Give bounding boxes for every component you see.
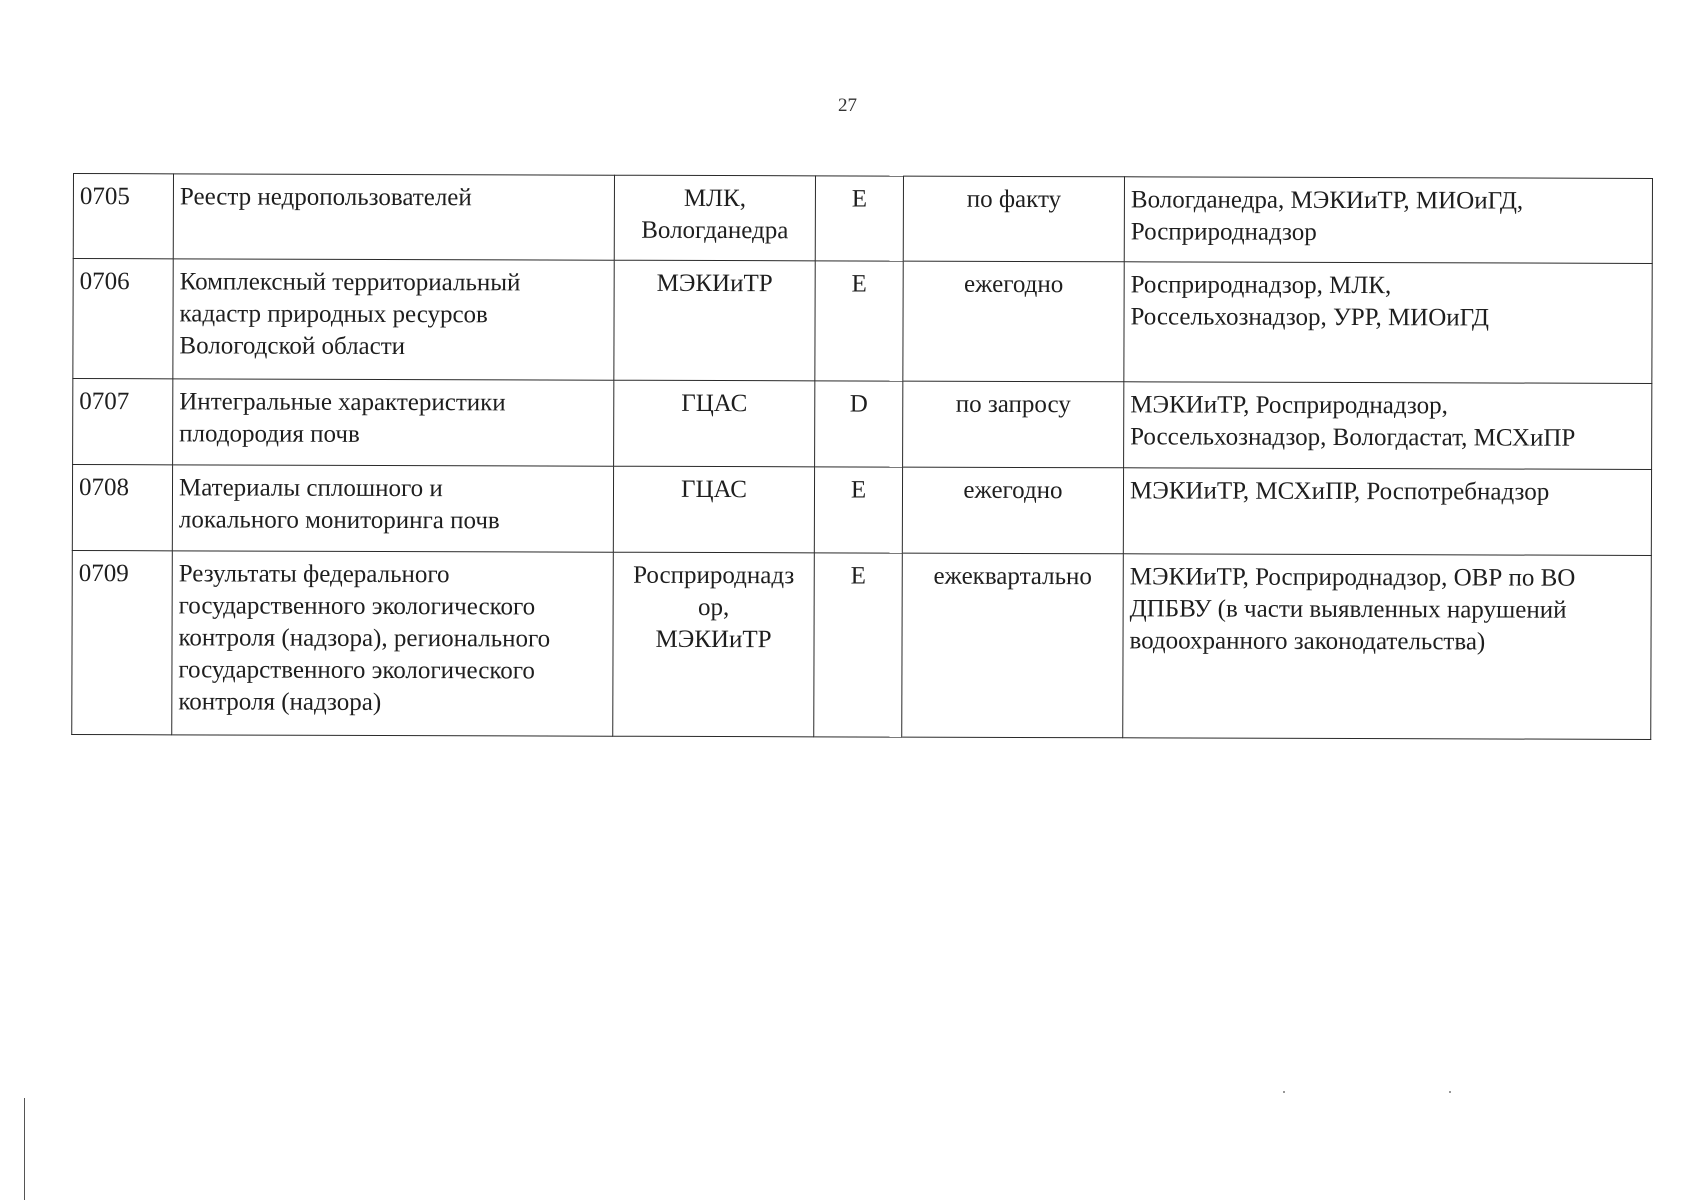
cell-source: МЛК, Вологданедра <box>614 175 815 261</box>
cell-source: МЭКИиТР <box>614 260 815 381</box>
cell-code: 0706 <box>73 259 173 379</box>
table-row <box>73 174 1652 264</box>
cell-source: Росприроднадз ор, МЭКИиТР <box>613 552 815 737</box>
cell-periodicity: ежегодно <box>902 467 1123 554</box>
cell-name: Комплексный территориальный кадастр природных ресурсов Вологодской области <box>173 259 614 380</box>
cell-class: E <box>814 467 902 553</box>
cell-source: ГЦАС <box>613 466 814 553</box>
table-row <box>73 379 1652 470</box>
page-number: 27 <box>838 95 857 116</box>
scan-margin-line <box>24 1098 25 1200</box>
cell-code: 0709 <box>72 550 173 734</box>
scan-speck <box>1283 1091 1285 1093</box>
scan-speck <box>1449 1091 1451 1093</box>
cell-source: ГЦАС <box>614 380 815 467</box>
cell-class: E <box>815 261 903 381</box>
cell-name: Материалы сплошного и локального мониторинга почв <box>172 465 613 552</box>
cell-recipients: МЭКИиТР, Росприроднадзор, Россельхознадзор, Вологдастат, МСХиПР <box>1124 382 1652 470</box>
cell-periodicity: ежеквартально <box>902 553 1124 738</box>
table-row <box>72 465 1651 556</box>
cell-periodicity: по факту <box>903 176 1124 262</box>
cell-recipients: Росприроднадзор, МЛК, Россельхознадзор, УРР, МИОиГД <box>1124 262 1652 384</box>
cell-name: Интегральные характеристики плодородия почв <box>173 379 614 466</box>
cell-periodicity: ежегодно <box>903 261 1124 382</box>
table-row <box>72 550 1652 739</box>
cell-class: D <box>815 381 903 467</box>
cell-recipients: МЭКИиТР, Росприроднадзор, ОВР по ВО ДПБВУ (в части выявленных нарушений водоохранного законодательства) <box>1123 554 1652 740</box>
cell-class: E <box>815 176 903 261</box>
cell-recipients: Вологданедра, МЭКИиТР, МИОиГД, Росприроднадзор <box>1124 177 1652 264</box>
data-table <box>71 173 1653 740</box>
cell-code: 0705 <box>73 174 173 259</box>
cell-recipients: МЭКИиТР, МСХиПР, Роспотребнадзор <box>1123 468 1651 556</box>
cell-class: E <box>814 553 903 737</box>
cell-code: 0707 <box>73 379 173 465</box>
cell-periodicity: по запросу <box>903 381 1124 468</box>
cell-name: Результаты федерального государственного экологического контроля (надзора), регионального государственного экологического контроля (надзора) <box>172 551 614 736</box>
table-row <box>73 259 1652 384</box>
cell-name: Реестр недропользователей <box>173 174 614 260</box>
cell-code: 0708 <box>72 465 172 551</box>
